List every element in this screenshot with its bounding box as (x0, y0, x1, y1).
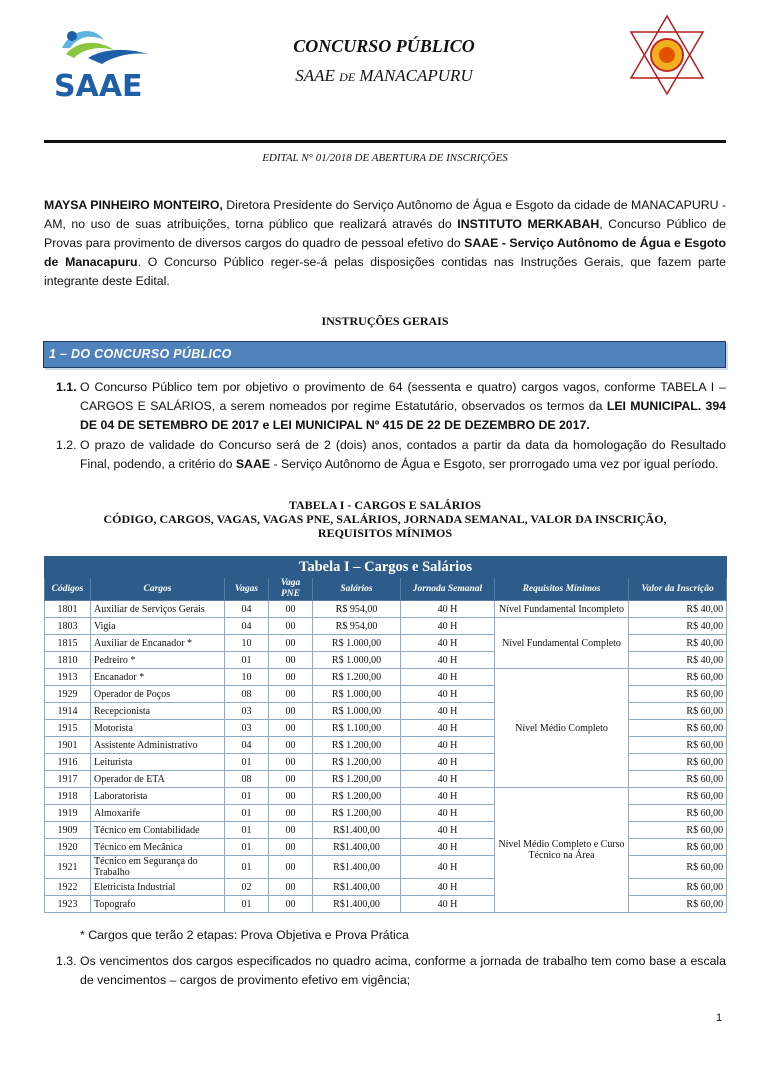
requisito-cell: Nível Médio Completo e Curso Técnico na Área (495, 788, 629, 913)
valor-cell: R$ 60,00 (629, 754, 727, 771)
valor-cell: R$ 60,00 (629, 822, 727, 839)
salario-cell: R$ 1.200,00 (313, 669, 401, 686)
table-header-cell: Vagas (225, 578, 269, 601)
table-header-cell: Requisitos Mínimos (495, 578, 629, 601)
pne-cell: 00 (269, 839, 313, 856)
jornada-cell: 40 H (401, 839, 495, 856)
valor-cell: R$ 60,00 (629, 703, 727, 720)
valor-cell: R$ 40,00 (629, 601, 727, 618)
pne-cell: 00 (269, 879, 313, 896)
table-row (45, 618, 727, 635)
code-cell: 1918 (45, 788, 91, 805)
pne-cell: 00 (269, 618, 313, 635)
jornada-cell: 40 H (401, 686, 495, 703)
vagas-cell: 04 (225, 618, 269, 635)
jornada-cell: 40 H (401, 822, 495, 839)
cargo-cell: Operador de ETA (91, 771, 225, 788)
valor-cell: R$ 60,00 (629, 720, 727, 737)
code-cell: 1921 (45, 856, 91, 879)
pne-cell: 00 (269, 788, 313, 805)
valor-cell: R$ 60,00 (629, 669, 727, 686)
vagas-cell: 04 (225, 601, 269, 618)
cargo-cell: Auxiliar de Encanador * (91, 635, 225, 652)
code-cell: 1901 (45, 737, 91, 754)
salario-cell: R$ 1.200,00 (313, 788, 401, 805)
header-subtitle: SAAE DE MANACAPURU (295, 66, 473, 85)
valor-cell: R$ 40,00 (629, 618, 727, 635)
code-cell: 1922 (45, 879, 91, 896)
cargo-cell: Topografo (91, 896, 225, 913)
header-title: CONCURSO PÚBLICO (293, 36, 475, 56)
cargo-cell: Auxiliar de Serviços Gerais (91, 601, 225, 618)
item-1-2: 1.2. O prazo de validade do Concurso será de 2 (dois) anos, contados a partir da data da homologação do Resultado Final, podendo, a critério do SAAE - Serviço Autônomo de Água e Esgoto, ser prorrogado uma vez por igual período. (56, 438, 726, 471)
cargo-cell: Vigia (91, 618, 225, 635)
vagas-cell: 01 (225, 788, 269, 805)
valor-cell: R$ 60,00 (629, 879, 727, 896)
requisito-cell: Nível Fundamental Completo (495, 618, 629, 669)
cargo-cell: Técnico em Contabilidade (91, 822, 225, 839)
code-cell: 1916 (45, 754, 91, 771)
table-header-row (45, 578, 727, 601)
jornada-cell: 40 H (401, 669, 495, 686)
table-header-cell: Jornada Semanal (401, 578, 495, 601)
cargo-cell: Operador de Poços (91, 686, 225, 703)
jornada-cell: 40 H (401, 771, 495, 788)
cargo-cell: Recepcionista (91, 703, 225, 720)
table-subtitle: CÓDIGO, CARGOS, VAGAS, VAGAS PNE, SALÁRIOS, JORNADA SEMANAL, VALOR DA INSCRIÇÃO, REQUISITOS MÍNIMOS (103, 512, 667, 540)
code-cell: 1914 (45, 703, 91, 720)
pne-cell: 00 (269, 720, 313, 737)
jornada-cell: 40 H (401, 788, 495, 805)
vagas-cell: 01 (225, 754, 269, 771)
cargo-cell: Leiturista (91, 754, 225, 771)
code-cell: 1801 (45, 601, 91, 618)
valor-cell: R$ 60,00 (629, 805, 727, 822)
code-cell: 1913 (45, 669, 91, 686)
svg-text:SAAE: SAAE (54, 69, 143, 104)
pne-cell: 00 (269, 652, 313, 669)
vagas-cell: 03 (225, 703, 269, 720)
salario-cell: R$ 1.000,00 (313, 652, 401, 669)
item-1-1: 1.1. O Concurso Público tem por objetivo o provimento de 64 (sessenta e quatro) cargos vagos, conforme TABELA I – CARGOS E SALÁRIOS, a serem nomeados por regime Estatutário, observados os termos da LEI MUNICIPAL. 394 DE 04 DE SETEMBRO DE 2017 e LEI MUNICIPAL Nº 415 DE 22 DE DEZEMBRO DE 2017. (56, 380, 726, 432)
table-header-cell: Salários (313, 578, 401, 601)
jornada-cell: 40 H (401, 737, 495, 754)
code-cell: 1915 (45, 720, 91, 737)
requisito-cell: Nível Médio Completo (495, 669, 629, 788)
vagas-cell: 01 (225, 652, 269, 669)
valor-cell: R$ 60,00 (629, 896, 727, 913)
item-1-3: 1.3. Os vencimentos dos cargos especificados no quadro acima, conforme a jornada de trabalho tem como base a escala de vencimentos – cargos de provimento efetivo em vigência; (56, 954, 726, 987)
valor-cell: R$ 40,00 (629, 652, 727, 669)
pne-cell: 00 (269, 737, 313, 754)
valor-cell: R$ 60,00 (629, 771, 727, 788)
cargo-cell: Encanador * (91, 669, 225, 686)
code-cell: 1815 (45, 635, 91, 652)
jornada-cell: 40 H (401, 754, 495, 771)
vagas-cell: 10 (225, 635, 269, 652)
salario-cell: R$ 1.200,00 (313, 805, 401, 822)
intro-paragraph: MAYSA PINHEIRO MONTEIRO, Diretora Presidente do Serviço Autônomo de Água e Esgoto da cidade de MANACAPURU - AM, no uso de suas atribuições, torna público que realizará através do INSTITUTO MERKABAH, Concurso Público de Provas para provimento de diversos cargos do quadro de pessoal efetivo do SAAE - Serviço Autônomo de Água e Esgoto de Manacapuru. O Concurso Público reger-se-á pelas disposições contidas nas Instruções Gerais, que fazem parte integrante deste Edital. (44, 198, 727, 288)
code-cell: 1917 (45, 771, 91, 788)
code-cell: 1929 (45, 686, 91, 703)
salario-cell: R$1.400,00 (313, 879, 401, 896)
vagas-cell: 10 (225, 669, 269, 686)
pne-cell: 00 (269, 754, 313, 771)
edital-title: EDITAL N° 01/2018 DE ABERTURA DE INSCRIÇÕES (262, 152, 508, 164)
pne-cell: 00 (269, 601, 313, 618)
vagas-cell: 01 (225, 896, 269, 913)
vagas-cell: 01 (225, 856, 269, 879)
cargo-cell: Técnico em Segurança do Trabalho (91, 856, 225, 879)
vagas-cell: 08 (225, 686, 269, 703)
valor-cell: R$ 60,00 (629, 686, 727, 703)
salario-cell: R$ 1.200,00 (313, 754, 401, 771)
code-cell: 1919 (45, 805, 91, 822)
cargo-cell: Almoxarife (91, 805, 225, 822)
header-rule (44, 140, 726, 143)
salario-cell: R$1.400,00 (313, 839, 401, 856)
salario-cell: R$1.400,00 (313, 822, 401, 839)
valor-cell: R$ 40,00 (629, 635, 727, 652)
valor-cell: R$ 60,00 (629, 856, 727, 879)
pne-cell: 00 (269, 669, 313, 686)
cargo-cell: Assistente Administrativo (91, 737, 225, 754)
footnote: * Cargos que terão 2 etapas: Prova Objetiva e Prova Prática (80, 928, 409, 942)
jornada-cell: 40 H (401, 601, 495, 618)
valor-cell: R$ 60,00 (629, 737, 727, 754)
pne-cell: 00 (269, 635, 313, 652)
saae-logo (48, 18, 160, 104)
salario-cell: R$ 1.000,00 (313, 703, 401, 720)
page-number: 1 (716, 1012, 723, 1024)
table-header-cell: Cargos (91, 578, 225, 601)
salario-cell: R$ 1.100,00 (313, 720, 401, 737)
pne-cell: 00 (269, 896, 313, 913)
cargo-cell: Técnico em Mecânica (91, 839, 225, 856)
table-caption: Tabela I – Cargos e Salários (45, 557, 727, 578)
cargos-table (44, 556, 727, 913)
jornada-cell: 40 H (401, 703, 495, 720)
code-cell: 1810 (45, 652, 91, 669)
vagas-cell: 02 (225, 879, 269, 896)
salario-cell: R$ 1.200,00 (313, 737, 401, 754)
pne-cell: 00 (269, 686, 313, 703)
table-row (45, 601, 727, 618)
pne-cell: 00 (269, 805, 313, 822)
vagas-cell: 01 (225, 822, 269, 839)
salario-cell: R$1.400,00 (313, 856, 401, 879)
vagas-cell: 01 (225, 839, 269, 856)
vagas-cell: 01 (225, 805, 269, 822)
cargo-cell: Motorista (91, 720, 225, 737)
table-row (45, 788, 727, 805)
jornada-cell: 40 H (401, 879, 495, 896)
vagas-cell: 03 (225, 720, 269, 737)
pne-cell: 00 (269, 856, 313, 879)
table-header-cell: Valor da Inscrição (629, 578, 727, 601)
cargo-cell: Laboratorista (91, 788, 225, 805)
vagas-cell: 08 (225, 771, 269, 788)
section-heading: 1 – DO CONCURSO PÚBLICO (43, 341, 726, 368)
code-cell: 1803 (45, 618, 91, 635)
jornada-cell: 40 H (401, 635, 495, 652)
salario-cell: R$ 1.000,00 (313, 686, 401, 703)
vagas-cell: 04 (225, 737, 269, 754)
requisito-cell: Nível Fundamental Incompleto (495, 601, 629, 618)
jornada-cell: 40 H (401, 805, 495, 822)
valor-cell: R$ 60,00 (629, 839, 727, 856)
jornada-cell: 40 H (401, 720, 495, 737)
cargo-cell: Eletricista Industrial (91, 879, 225, 896)
table-title: TABELA I - CARGOS E SALÁRIOS (288, 498, 482, 512)
table-header-cell: Códigos (45, 578, 91, 601)
pne-cell: 00 (269, 822, 313, 839)
table-header-cell: Vaga PNE (269, 578, 313, 601)
code-cell: 1923 (45, 896, 91, 913)
jornada-cell: 40 H (401, 896, 495, 913)
pne-cell: 00 (269, 703, 313, 720)
code-cell: 1909 (45, 822, 91, 839)
instructions-heading: INSTRUÇÕES GERAIS (321, 314, 449, 328)
jornada-cell: 40 H (401, 618, 495, 635)
salario-cell: R$ 1.200,00 (313, 771, 401, 788)
table-row (45, 669, 727, 686)
pne-cell: 00 (269, 771, 313, 788)
merkabah-logo (626, 14, 708, 96)
code-cell: 1920 (45, 839, 91, 856)
jornada-cell: 40 H (401, 856, 495, 879)
cargo-cell: Pedreiro * (91, 652, 225, 669)
salario-cell: R$1.400,00 (313, 896, 401, 913)
salario-cell: R$ 954,00 (313, 601, 401, 618)
salario-cell: R$ 954,00 (313, 618, 401, 635)
jornada-cell: 40 H (401, 652, 495, 669)
valor-cell: R$ 60,00 (629, 788, 727, 805)
salario-cell: R$ 1.000,00 (313, 635, 401, 652)
